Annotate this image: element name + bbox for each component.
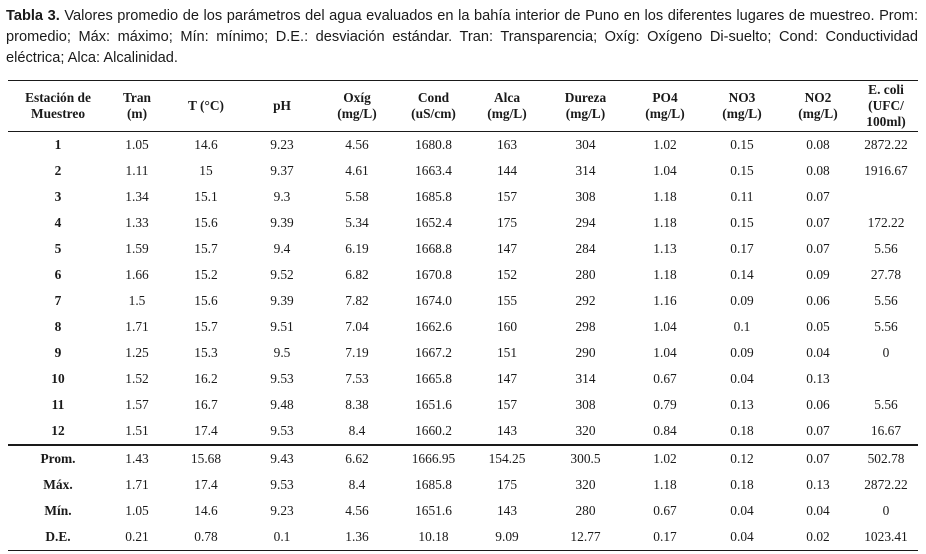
table-cell: 6.62 (345, 451, 369, 466)
table-cell: 1.05 (125, 503, 149, 518)
table-cell: 320 (575, 477, 596, 492)
row-label: Mín. (44, 503, 72, 518)
table-cell: 147 (496, 371, 518, 386)
table-cell: 0.09 (730, 345, 754, 360)
row-label: Prom. (40, 451, 76, 466)
table-cell: 314 (575, 371, 596, 386)
table-cell: 8.38 (345, 397, 369, 412)
table-cell: 1.16 (653, 293, 677, 308)
column-header (108, 81, 166, 132)
table-cell: 290 (575, 345, 596, 360)
table-cell: 308 (575, 397, 596, 412)
table-cell: 1668.8 (415, 241, 452, 256)
table-cell: 0.13 (806, 477, 830, 492)
row-label: 4 (54, 215, 62, 230)
row-label: 1 (54, 137, 62, 152)
table-cell: 1.33 (125, 215, 149, 230)
table-cell: 0.09 (806, 267, 830, 282)
row-label: D.E. (45, 529, 71, 544)
table-cell: 0.08 (806, 137, 830, 152)
column-header (543, 81, 628, 132)
table-cell: 1662.6 (415, 319, 452, 334)
table-cell (854, 366, 918, 392)
summary-row (8, 498, 918, 524)
caption-label: Tabla 3. (6, 8, 60, 24)
summary-row (8, 472, 918, 498)
column-header-line: (mg/L) (798, 106, 838, 121)
table-row (8, 132, 918, 159)
column-header-line: (mg/L) (565, 106, 606, 121)
row-label: 11 (51, 397, 65, 412)
table-cell: 280 (575, 267, 596, 282)
table-cell: 9.53 (270, 423, 294, 438)
column-header-line: E. coli (868, 82, 904, 97)
table-cell: 15.7 (194, 319, 218, 334)
table-cell: 9.53 (270, 477, 294, 492)
table-cell: 1.5 (128, 293, 146, 308)
column-header (166, 81, 246, 132)
table-cell: 152 (496, 267, 518, 282)
table-cell: 0.1 (733, 319, 751, 334)
table-cell: 0.07 (806, 423, 830, 438)
column-header-line: 100ml) (866, 114, 906, 129)
table-cell: 1.02 (653, 451, 677, 466)
table-cell: 1685.8 (415, 477, 452, 492)
row-label: 8 (54, 319, 62, 334)
table-cell: 0.17 (653, 529, 677, 544)
table-row (8, 392, 918, 418)
column-header-line: Oxíg (343, 90, 371, 105)
table-cell: 9.48 (270, 397, 294, 412)
column-header (782, 81, 854, 132)
table-cell: 0.04 (806, 503, 830, 518)
table-cell: 7.82 (345, 293, 369, 308)
table-cell: 0.18 (730, 477, 754, 492)
row-label: 7 (54, 293, 62, 308)
table-cell: 0.67 (653, 503, 677, 518)
table-cell: 1.66 (125, 267, 149, 282)
column-header-line: (mg/L) (722, 106, 762, 121)
column-header (628, 81, 702, 132)
table-cell: 1651.6 (415, 503, 452, 518)
row-label: 3 (54, 189, 62, 204)
table-cell: 0.05 (806, 319, 830, 334)
column-header-line: Alca (493, 90, 521, 105)
table-cell: 0.15 (730, 163, 754, 178)
table-cell: 5.56 (874, 397, 898, 412)
summary-row (8, 445, 918, 472)
table-cell: 1.04 (653, 319, 677, 334)
row-label: 5 (54, 241, 62, 256)
column-header (8, 81, 108, 132)
table-cell: 4.61 (345, 163, 369, 178)
table-cell: 10.18 (418, 529, 449, 544)
table-cell: 15.68 (190, 451, 222, 466)
table-cell: 15 (199, 163, 213, 178)
table-cell: 12.77 (570, 529, 601, 544)
table-row (8, 288, 918, 314)
table-cell: 0.07 (806, 189, 830, 204)
column-header-line: Cond (417, 90, 450, 105)
column-header-line: (mg/L) (487, 106, 527, 121)
row-label: 6 (54, 267, 62, 282)
table-cell: 0.06 (806, 397, 830, 412)
table-cell: 0.12 (730, 451, 754, 466)
table-cell: 0.13 (730, 397, 754, 412)
column-header (318, 81, 396, 132)
table-cell: 151 (496, 345, 518, 360)
table-cell: 0.07 (806, 451, 830, 466)
column-header-line: NO3 (728, 90, 756, 105)
table-cell: 0.79 (653, 397, 677, 412)
row-label: 10 (51, 371, 65, 386)
column-header (396, 81, 471, 132)
table-cell: 1.13 (653, 241, 677, 256)
table-cell: 15.3 (194, 345, 218, 360)
table-cell: 5.56 (874, 319, 898, 334)
table-cell: 2872.22 (864, 477, 908, 492)
table-cell: 0.04 (730, 503, 754, 518)
table-row (8, 366, 918, 392)
table-cell: 4.56 (345, 137, 369, 152)
table-cell: 9.23 (270, 137, 294, 152)
table-cell: 1651.6 (415, 397, 452, 412)
table-cell: 9.51 (270, 319, 294, 334)
table-cell: 4.56 (345, 503, 369, 518)
table-cell: 143 (496, 423, 518, 438)
table-cell: 9.52 (270, 267, 294, 282)
table-cell: 294 (575, 215, 596, 230)
table-cell: 502.78 (867, 451, 905, 466)
table-cell: 1.43 (125, 451, 149, 466)
table-cell: 15.6 (194, 215, 218, 230)
table-cell: 9.39 (270, 215, 294, 230)
table-cell: 175 (496, 215, 518, 230)
summary-row (8, 524, 918, 551)
table-cell: 1670.8 (415, 267, 452, 282)
table-cell: 9.37 (270, 163, 294, 178)
table-cell: 1.71 (125, 477, 149, 492)
row-label: 12 (51, 423, 65, 438)
table-cell: 1.02 (653, 137, 677, 152)
table-cell: 1674.0 (415, 293, 452, 308)
table-cell: 0.18 (730, 423, 754, 438)
table-cell: 1.18 (653, 267, 677, 282)
table-cell: 0.04 (806, 345, 830, 360)
table-cell: 1666.95 (411, 451, 456, 466)
table-cell: 17.4 (194, 477, 218, 492)
table-cell: 14.6 (194, 503, 218, 518)
table-cell (854, 184, 918, 210)
column-header-line: (UFC/ (868, 98, 904, 113)
table-cell: 8.4 (348, 423, 366, 438)
table-cell: 308 (575, 189, 596, 204)
table-cell: 1.52 (125, 371, 149, 386)
table-cell: 157 (496, 189, 518, 204)
table-cell: 1685.8 (415, 189, 452, 204)
table-cell: 0.06 (806, 293, 830, 308)
table-cell: 0.84 (653, 423, 677, 438)
table-cell: 17.4 (194, 423, 218, 438)
table-cell: 1916.67 (864, 163, 908, 178)
row-label: Máx. (43, 477, 73, 492)
table-cell: 0.07 (806, 241, 830, 256)
column-header-line: (uS/cm) (411, 106, 456, 121)
table-row (8, 314, 918, 340)
table-cell: 15.6 (194, 293, 218, 308)
table-cell: 7.04 (345, 319, 369, 334)
table-cell: 5.56 (874, 293, 898, 308)
table-cell: 16.67 (870, 423, 902, 438)
table-row (8, 340, 918, 366)
table-cell: 163 (496, 137, 518, 152)
table-cell: 144 (496, 163, 518, 178)
table-cell: 0.07 (806, 215, 830, 230)
table-cell: 175 (496, 477, 518, 492)
table-cell: 1.25 (125, 345, 149, 360)
table-cell: 1.36 (345, 529, 369, 544)
table-cell: 9.53 (270, 371, 294, 386)
column-header-line: Tran (122, 90, 152, 105)
table-cell: 0.67 (653, 371, 677, 386)
table-cell: 5.58 (345, 189, 369, 204)
row-label: 9 (54, 345, 62, 360)
table-row (8, 158, 918, 184)
table-cell: 300.5 (570, 451, 601, 466)
table-cell: 1.34 (125, 189, 149, 204)
table-cell: 5.34 (345, 215, 369, 230)
column-header (246, 81, 318, 132)
column-header-line: pH (273, 98, 291, 113)
table-cell: 280 (575, 503, 596, 518)
table-cell: 9.09 (495, 529, 519, 544)
table-cell: 0.04 (730, 371, 754, 386)
table-cell: 0.08 (806, 163, 830, 178)
table-cell: 1.57 (125, 397, 149, 412)
table-cell: 9.23 (270, 503, 294, 518)
column-header-line: Estación de (25, 90, 91, 105)
table-cell: 147 (496, 241, 518, 256)
table-header (8, 81, 918, 132)
table-cell: 1.59 (125, 241, 149, 256)
column-header-line: NO2 (804, 90, 832, 105)
table-cell: 0.15 (730, 215, 754, 230)
table-cell: 16.2 (194, 371, 218, 386)
column-header-line: Dureza (564, 90, 607, 105)
table-cell: 1660.2 (415, 423, 452, 438)
column-header-line: T (°C) (188, 98, 224, 113)
table-cell: 0 (882, 503, 890, 518)
column-header-line: PO4 (652, 90, 678, 105)
table-cell: 7.53 (345, 371, 369, 386)
table-cell: 15.7 (194, 241, 218, 256)
table-cell: 157 (496, 397, 518, 412)
table-cell: 304 (575, 137, 596, 152)
table-cell: 2872.22 (864, 137, 908, 152)
table-cell: 0.78 (194, 529, 218, 544)
table-cell: 15.1 (194, 189, 218, 204)
table-cell: 1.05 (125, 137, 149, 152)
table-cell: 1.71 (125, 319, 149, 334)
table-cell: 314 (575, 163, 596, 178)
column-header-line: Muestreo (30, 106, 86, 121)
table-cell: 1.04 (653, 163, 677, 178)
column-header-line: (mg/L) (337, 106, 377, 121)
table-cell: 1652.4 (415, 215, 452, 230)
column-header (854, 81, 918, 132)
table-cell: 143 (496, 503, 518, 518)
water-parameters-table (8, 80, 918, 551)
column-header (702, 81, 782, 132)
column-header-line: (m) (126, 106, 148, 121)
table-row (8, 262, 918, 288)
row-label: 2 (54, 163, 62, 178)
table-cell: 5.56 (874, 241, 898, 256)
table-cell: 1663.4 (415, 163, 452, 178)
table-cell: 9.43 (270, 451, 294, 466)
table-cell: 0.09 (730, 293, 754, 308)
table-body (8, 132, 918, 551)
table-cell: 0 (882, 345, 890, 360)
table-cell: 27.78 (870, 267, 902, 282)
table-cell: 9.39 (270, 293, 294, 308)
table-cell: 8.4 (348, 477, 366, 492)
table-cell: 6.82 (345, 267, 369, 282)
table-cell: 16.7 (194, 397, 218, 412)
table-cell: 0.13 (806, 371, 830, 386)
table-cell: 292 (575, 293, 596, 308)
table-cell: 298 (575, 319, 596, 334)
table-cell: 160 (496, 319, 518, 334)
table-cell: 1680.8 (415, 137, 452, 152)
table-cell: 0.1 (273, 529, 291, 544)
table-cell: 7.19 (345, 345, 369, 360)
table-cell: 0.21 (125, 529, 149, 544)
table-cell: 1667.2 (415, 345, 452, 360)
table-cell: 1023.41 (864, 529, 908, 544)
table-cell: 9.5 (273, 345, 291, 360)
table-cell: 0.02 (806, 529, 830, 544)
table-caption (6, 6, 918, 69)
table-cell: 1.11 (125, 163, 149, 178)
table-cell: 0.17 (730, 241, 754, 256)
table-cell: 9.4 (273, 241, 291, 256)
table-cell: 1.18 (653, 477, 677, 492)
table-cell: 172.22 (867, 215, 905, 230)
table-cell: 6.19 (345, 241, 369, 256)
table-row (8, 418, 918, 445)
table-cell: 1.04 (653, 345, 677, 360)
table-cell: 14.6 (194, 137, 218, 152)
table-row (8, 210, 918, 236)
table-cell: 0.15 (730, 137, 754, 152)
table-cell: 1.51 (125, 423, 149, 438)
table-cell: 154.25 (488, 451, 526, 466)
table-cell: 320 (575, 423, 596, 438)
table-row (8, 236, 918, 262)
table-row (8, 184, 918, 210)
table-cell: 155 (496, 293, 518, 308)
table-cell: 0.11 (730, 189, 754, 204)
table-cell: 0.14 (730, 267, 754, 282)
table-cell: 1.18 (653, 215, 677, 230)
column-header (471, 81, 543, 132)
table-cell: 0.04 (730, 529, 754, 544)
table-cell: 284 (575, 241, 596, 256)
caption-text: Valores promedio de los parámetros del agua evaluados en la bahía interior de Puno en los diferentes lugares de muestreo. Prom: promedio; Máx: máximo; Mín: mínimo; D.E.: desviación estándar. Tran: Transparencia; Oxíg: Oxígeno Di-suelto; Cond: Conductividad eléctrica; Alca: Alcalinidad. (6, 8, 918, 66)
table-cell: 1665.8 (415, 371, 452, 386)
table-cell: 9.3 (273, 189, 291, 204)
table-cell: 1.18 (653, 189, 677, 204)
table-cell: 15.2 (194, 267, 218, 282)
column-header-line: (mg/L) (645, 106, 685, 121)
